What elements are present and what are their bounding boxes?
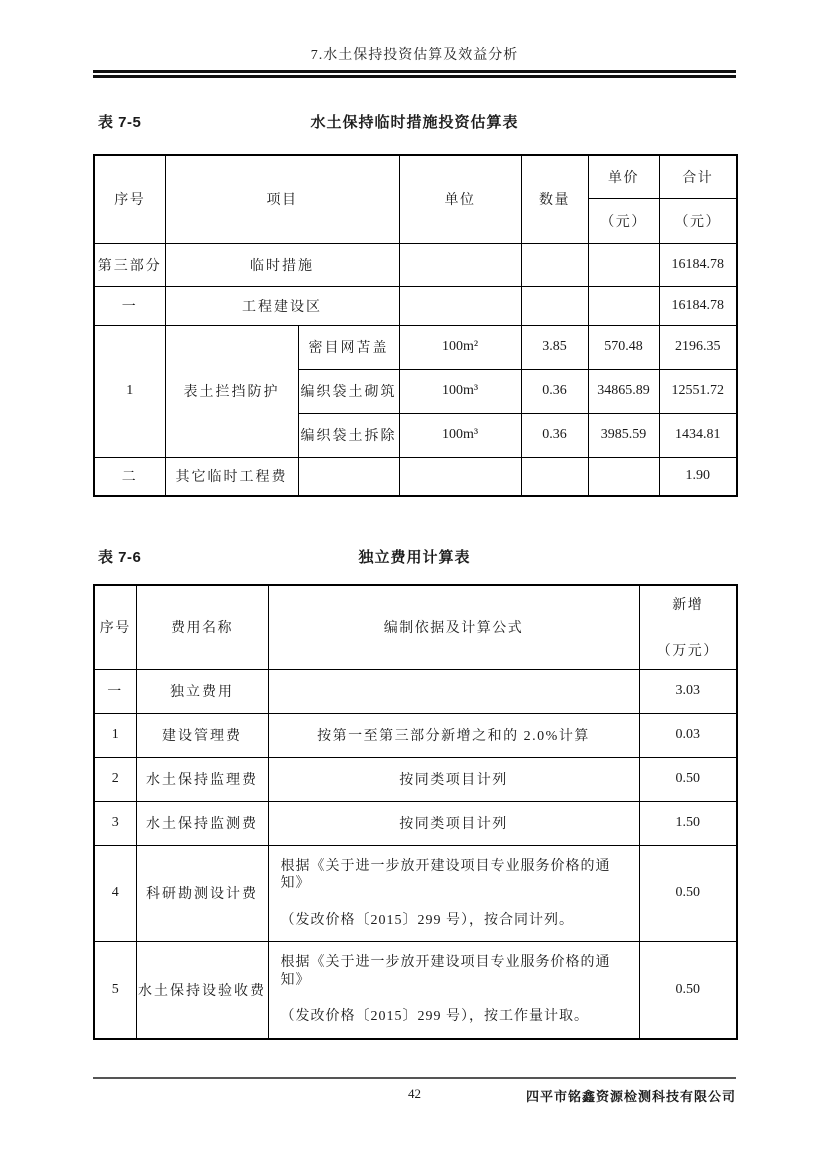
table2-header-row (94, 585, 737, 669)
table-cell: 1.50 (639, 801, 737, 845)
table-cell (521, 286, 588, 325)
table-cell: 100m³ (399, 369, 521, 413)
table-cell: 科研勘测设计费 (136, 845, 268, 942)
table-cell (588, 243, 659, 286)
table-cell (268, 845, 639, 942)
table-cell: 5 (94, 942, 136, 1039)
table-row (94, 757, 737, 801)
table-cell: 12551.72 (659, 369, 737, 413)
table-cell: 第三部分 (94, 243, 165, 286)
table-cell: 2 (94, 757, 136, 801)
table-row (94, 713, 737, 757)
table-cell: 临时措施 (165, 243, 399, 286)
table-row (94, 286, 737, 325)
t1-header-item: 项目 (165, 155, 399, 243)
table-cell: 水土保持监理费 (136, 757, 268, 801)
t1-header-total: 合计 (659, 155, 737, 198)
table-cell: 1 (94, 325, 165, 457)
table-cell: 0.36 (521, 413, 588, 457)
t2-header-seq: 序号 (94, 585, 136, 669)
table-cell: 570.48 (588, 325, 659, 369)
table-cell: 水土保持监测费 (136, 801, 268, 845)
table-cell (521, 243, 588, 286)
t1-header-seq: 序号 (94, 155, 165, 243)
basis-text-line2: （发改价格〔2015〕299 号），按工作量计取。 (280, 1009, 589, 1024)
table-cell: 表土拦挡防护 (165, 325, 298, 457)
table-cell: 独立费用 (136, 669, 268, 713)
table-cell: 100m³ (399, 413, 521, 457)
table-cell: 3.03 (639, 669, 737, 713)
table-cell: 16184.78 (659, 243, 737, 286)
page-header-title: 7.水土保持投资估算及效益分析 (310, 48, 519, 63)
table2-title: 独立费用计算表 (358, 549, 471, 566)
table-cell: 1434.81 (659, 413, 737, 457)
footer-page-number: 42 (408, 1086, 421, 1101)
table-cell: 一 (94, 669, 136, 713)
header-double-rule (93, 70, 736, 78)
table-cell: 二 (94, 457, 165, 496)
t2-header-new-line2: （万元） (656, 644, 719, 660)
table2-caption (93, 546, 736, 567)
table-cell: 编织袋土砌筑 (298, 369, 399, 413)
temporary-measures-table (93, 154, 738, 497)
table-row (94, 801, 737, 845)
independent-cost-table (93, 584, 738, 1040)
table2-label: 表 7-6 (98, 549, 142, 566)
table-cell: 其它临时工程费 (165, 457, 298, 496)
table-cell: 0.50 (639, 942, 737, 1039)
t1-header-unit-price: 单价 (588, 155, 659, 198)
table-cell (268, 942, 639, 1039)
page-footer (93, 1077, 736, 1104)
table-row (94, 845, 737, 942)
table-cell: 1 (94, 713, 136, 757)
t1-header-unit-price-yuan: （元） (588, 198, 659, 243)
table-cell: 3985.59 (588, 413, 659, 457)
table1-caption (93, 111, 736, 132)
table-cell: 水土保持设验收费 (136, 942, 268, 1039)
table1-label: 表 7-5 (98, 114, 142, 131)
table-cell: 3.85 (521, 325, 588, 369)
table-row (94, 942, 737, 1039)
table-row (94, 325, 737, 369)
basis-text-line1: 根据《关于进一步放开建设项目专业服务价格的通知》 (280, 955, 611, 988)
table-cell: 16184.78 (659, 286, 737, 325)
t2-header-name: 费用名称 (136, 585, 268, 669)
t2-header-new-line1: 新增 (672, 598, 704, 614)
table-cell (399, 286, 521, 325)
table1-header-row (94, 155, 737, 198)
table-cell: 0.36 (521, 369, 588, 413)
basis-text-line1: 根据《关于进一步放开建设项目专业服务价格的通知》 (280, 858, 611, 891)
table-cell: 0.50 (639, 845, 737, 942)
table-cell: 按同类项目计列 (268, 757, 639, 801)
t2-header-basis: 编制依据及计算公式 (268, 585, 639, 669)
table-cell: 2196.35 (659, 325, 737, 369)
table-row (94, 669, 737, 713)
table-cell: 34865.89 (588, 369, 659, 413)
basis-text-line2: （发改价格〔2015〕299 号），按合同计列。 (280, 912, 574, 928)
t1-header-total-yuan: （元） (659, 198, 737, 243)
table-cell: 0.03 (639, 713, 737, 757)
table-cell (399, 243, 521, 286)
footer-company-name: 四平市铭鑫资源检测科技有限公司 (525, 1089, 736, 1104)
page-content (93, 0, 736, 1040)
table-cell: 100m² (399, 325, 521, 369)
table-cell: 建设管理费 (136, 713, 268, 757)
table-cell: 编织袋土拆除 (298, 413, 399, 457)
table-cell: 按第一至第三部分新增之和的 2.0%计算 (268, 713, 639, 757)
table-cell: 密目网苫盖 (298, 325, 399, 369)
footer-row (93, 1086, 736, 1104)
table-cell (268, 669, 639, 713)
table-cell: 3 (94, 801, 136, 845)
t1-header-unit: 单位 (399, 155, 521, 243)
table1-title: 水土保持临时措施投资估算表 (310, 114, 519, 131)
table-cell (298, 457, 399, 496)
t1-header-qty: 数量 (521, 155, 588, 243)
table-cell: 一 (94, 286, 165, 325)
table-cell (588, 457, 659, 496)
table-cell: 按同类项目计列 (268, 801, 639, 845)
table-row (94, 457, 737, 496)
t2-header-new (639, 585, 737, 669)
table-cell: 0.50 (639, 757, 737, 801)
table-cell: 1.90 (659, 457, 737, 496)
table-row (94, 243, 737, 286)
table-cell (399, 457, 521, 496)
table-cell (588, 286, 659, 325)
table-cell (521, 457, 588, 496)
table-cell: 工程建设区 (165, 286, 399, 325)
table-cell: 4 (94, 845, 136, 942)
